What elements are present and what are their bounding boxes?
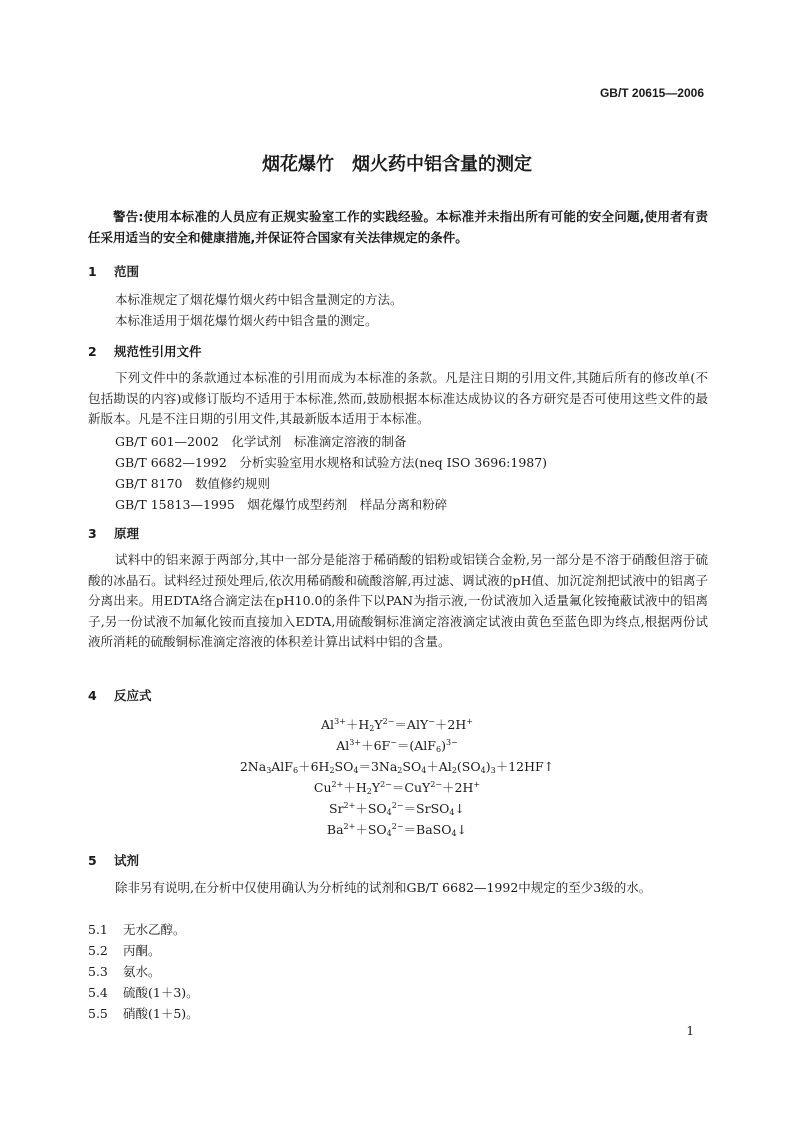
reaction-equation: $Cu^{2+}+H_2Y^{2-}=CuY^{2-}+2H^+$	[313, 780, 481, 796]
section-title: 规范性引用文件	[114, 344, 202, 359]
section-title: 原理	[114, 526, 140, 541]
section-title: 反应式	[114, 688, 152, 703]
reaction-equation: $Al^{3+}+H_2Y^{2-}=AlY^-+2H^+$	[321, 717, 473, 733]
standard-code: GB/T 20615—2006	[599, 86, 704, 100]
reagent-item: 5.5 硝酸(1＋5)。	[88, 1006, 199, 1021]
section-heading-scope	[88, 262, 139, 280]
reference-item: GB/T 601—2002 化学试剂 标准滴定溶液的制备	[115, 434, 407, 449]
section-number: 1	[88, 264, 97, 279]
document-title: 烟花爆竹 烟火药中铝含量的测定	[262, 154, 532, 175]
reaction-equation: $Al^{3+}+6F^-=(AlF_6)^{3-}$	[336, 738, 458, 754]
reagent-item: 5.3 氨水。	[88, 964, 161, 979]
reference-item: GB/T 6682—1992 分析实验室用水规格和试验方法(neq ISO 3696:1987)	[115, 455, 548, 470]
section-number: 4	[88, 688, 97, 703]
scope-paragraph-1: 本标准规定了烟花爆竹烟火药中铝含量测定的方法。	[115, 292, 403, 307]
warning-paragraph: 警告:使用本标准的人员应有正规实验室工作的实践经验。本标准并未指出所有可能的安全问题,使用者有责任采用适当的安全和健康措施,并保证符合国家有关法律规定的条件。	[88, 209, 708, 245]
section-number: 3	[88, 526, 97, 541]
section-title: 范围	[114, 264, 140, 279]
reaction-equation: $2Na_3AlF_6+6H_2SO_4=3Na_2SO_4+Al_2(SO_4)_3+12HF↑$	[239, 759, 555, 775]
section-heading-reagents	[88, 851, 139, 869]
reference-item: GB/T 15813—1995 烟花爆竹成型药剂 样品分离和粉碎	[115, 497, 448, 512]
page-number: 1	[686, 1024, 694, 1038]
reagent-item: 5.2 丙酮。	[88, 943, 161, 958]
reaction-equation: $Ba^{2+}+SO_4^{2-}=BaSO_4↓$	[326, 822, 468, 838]
reaction-equation: $Sr^{2+}+SO_4^{2-}=SrSO_4↓$	[329, 801, 465, 817]
reagent-item: 5.4 硫酸(1＋3)。	[88, 985, 199, 1000]
section-heading-references	[88, 342, 202, 360]
scope-paragraph-2: 本标准适用于烟花爆竹烟火药中铝含量的测定。	[115, 313, 378, 328]
reagent-item: 5.1 无水乙醇。	[88, 922, 186, 937]
section-number: 5	[88, 853, 97, 868]
section-heading-reactions	[88, 686, 152, 704]
references-paragraph: 下列文件中的条款通过本标准的引用而成为本标准的条款。凡是注日期的引用文件,其随后所有的修改单(不包括勘误的内容)或修订版均不适用于本标准,然而,鼓励根据本标准达成协议的各方研究是否可使用这些文件的最新版本。凡是不注日期的引用文件,其最新版本适用于本标准。	[88, 370, 708, 426]
reagents-paragraph: 除非另有说明,在分析中仅使用确认为分析纯的试剂和GB/T 6682—1992中规定的至少3级的水。	[115, 880, 652, 895]
section-number: 2	[88, 344, 97, 359]
reference-item: GB/T 8170 数值修约规则	[115, 476, 271, 491]
principle-paragraph: 试料中的铝来源于两部分,其中一部分是能溶于稀硝酸的铝粉或铝镁合金粉,另一部分是不溶于硝酸但溶于硫酸的冰晶石。试料经过预处理后,依次用稀硝酸和硫酸溶解,再过滤、调试液的pH值、加沉淀剂把试液中的铝离子分离出来。用EDTA络合滴定法在pH10.0的条件下以PAN为指示液,一份试液加入适量氟化铵掩蔽试液中的铝离子,另一份试液不加氟化铵而直接加入EDTA,用硫酸铜标准滴定溶液滴定试液由黄色至蓝色即为终点,根据两份试液所消耗的硫酸铜标准滴定溶液的体积差计算出试料中铝的含量。	[88, 552, 708, 649]
section-heading-principle	[88, 524, 139, 542]
section-title: 试剂	[114, 853, 140, 868]
